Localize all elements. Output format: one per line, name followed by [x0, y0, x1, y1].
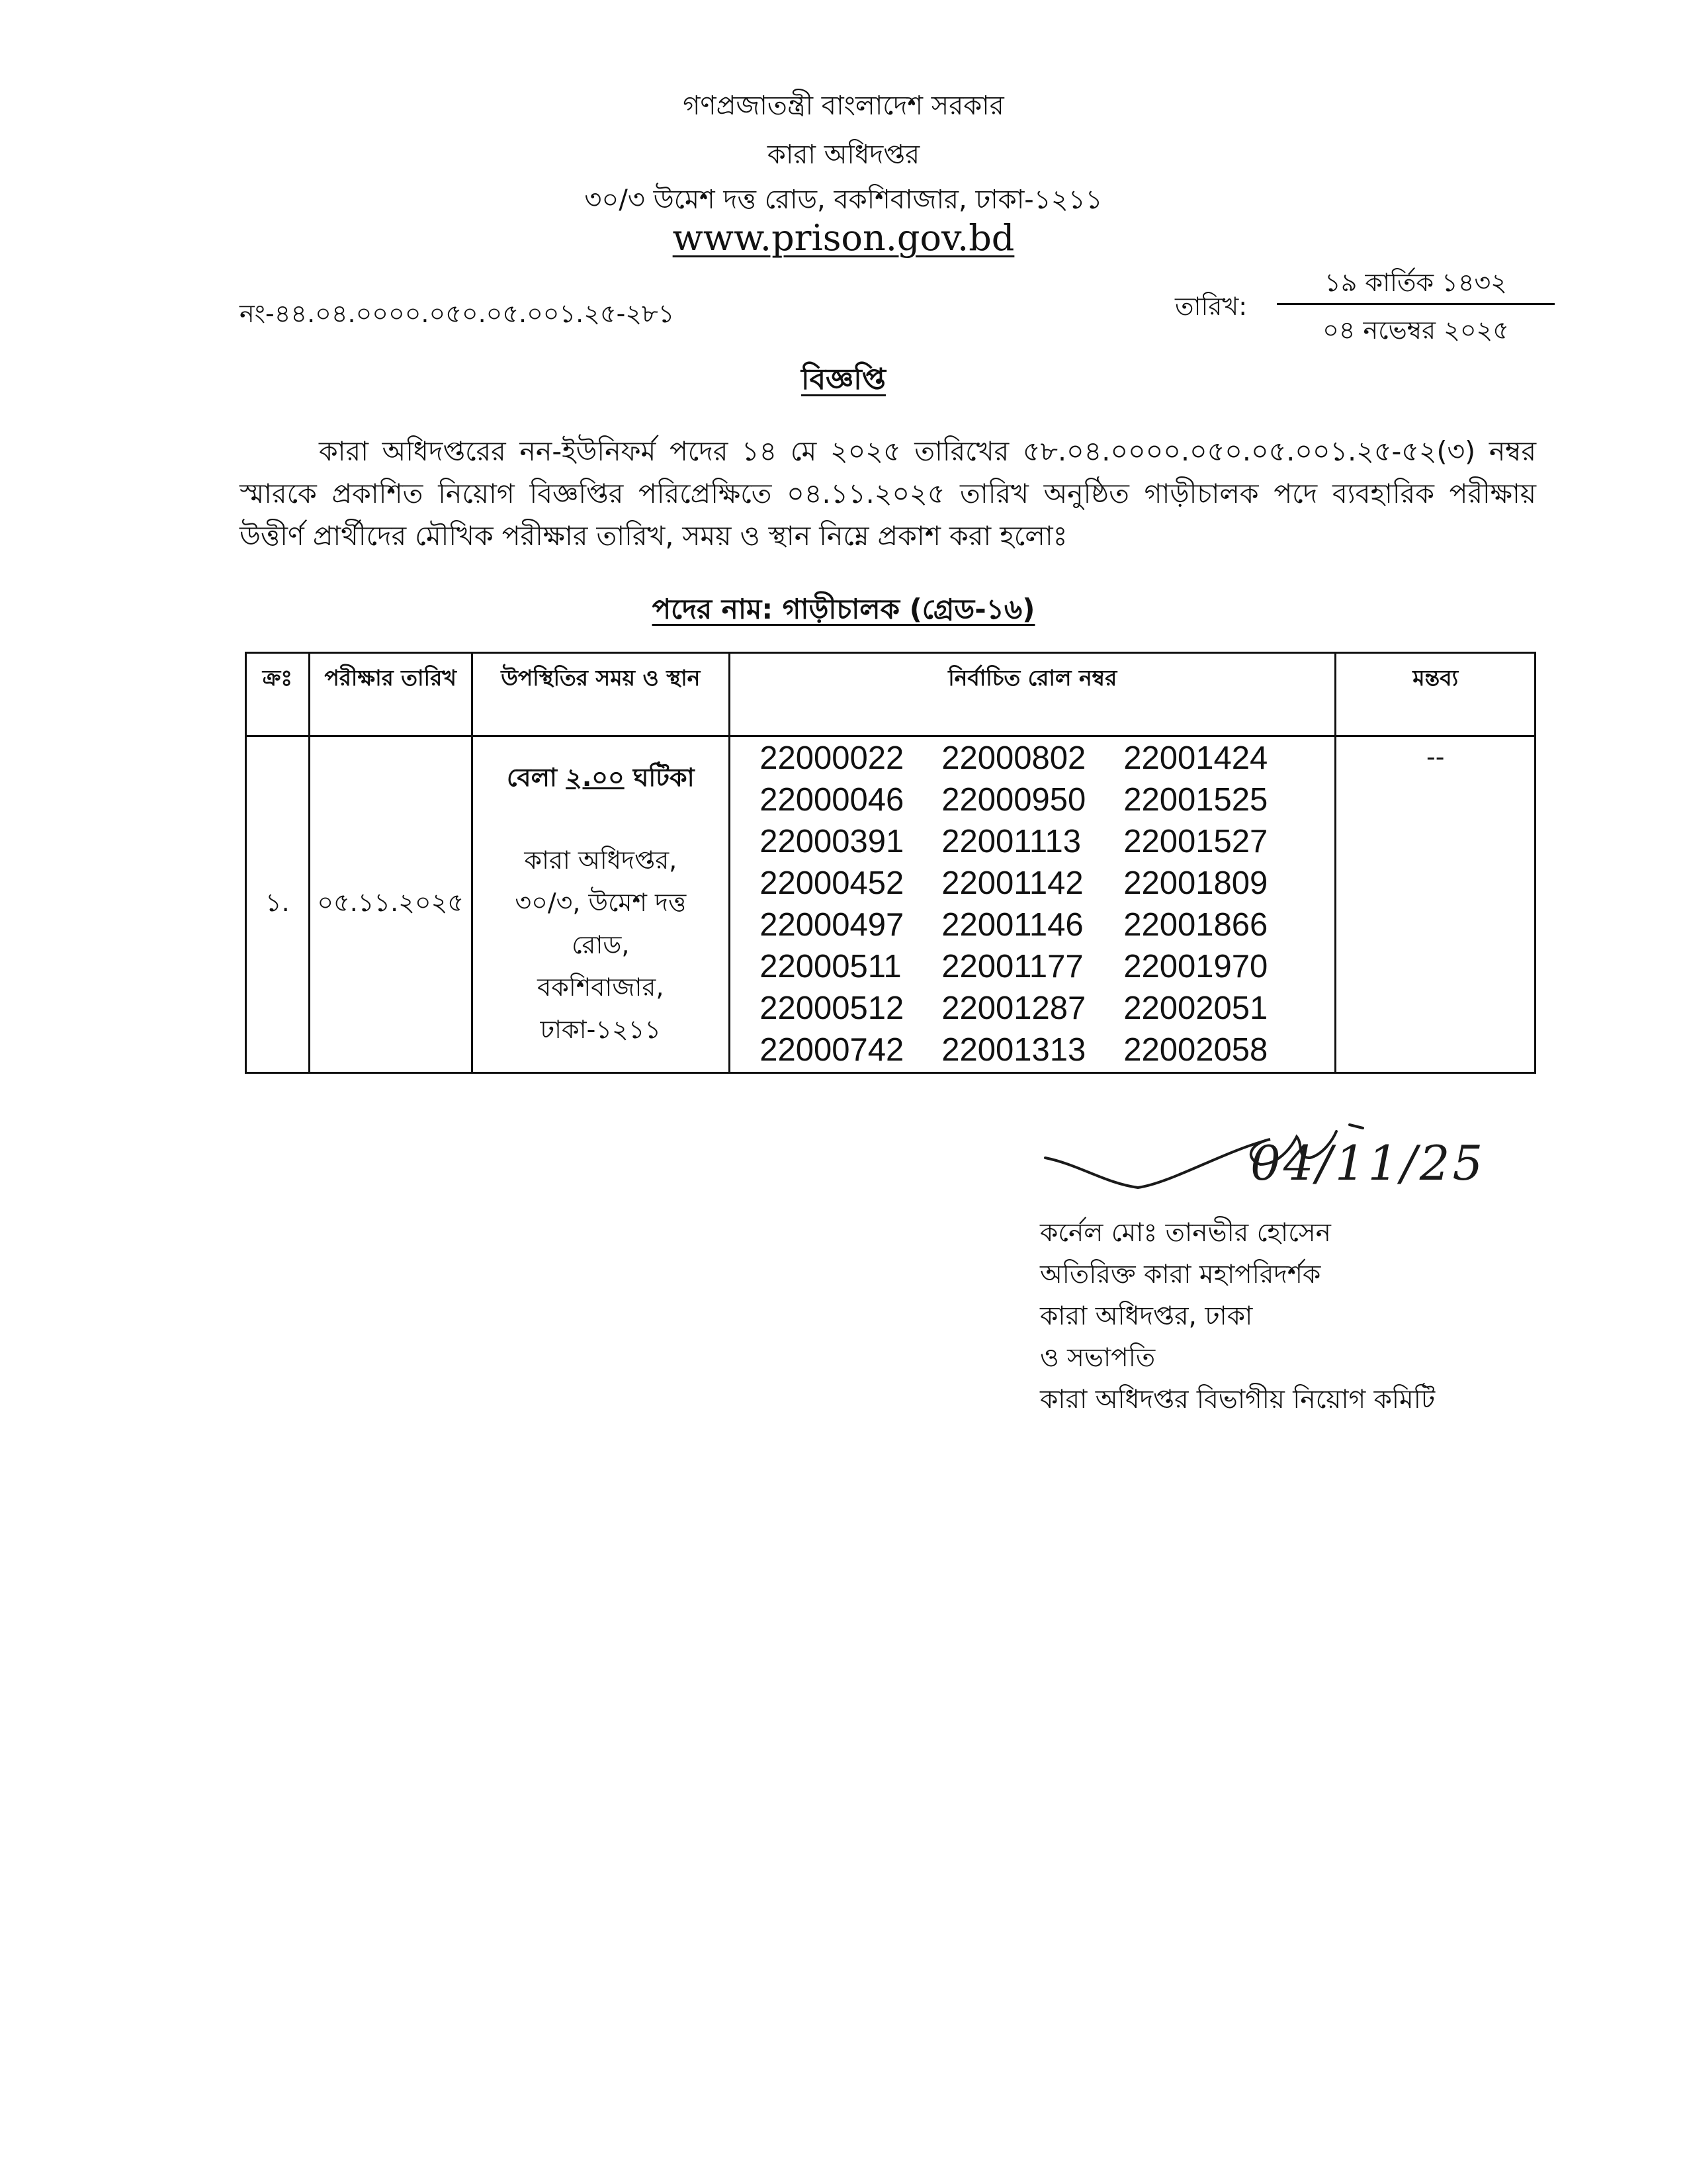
header-remarks: মন্তব্য — [1336, 653, 1536, 736]
signatory-designation: অতিরিক্ত কারা মহাপরিদর্শক — [1040, 1260, 1321, 1289]
government-name: গণপ্রজাতন্ত্রী বাংলাদেশ সরকার — [683, 91, 1004, 121]
roll-number: 22001113 — [941, 824, 1081, 859]
date-english: ০৪ নভেম্বর ২০২৫ — [1322, 316, 1509, 345]
roll-number-grid — [731, 738, 1334, 1071]
roll-number: 22001142 — [941, 865, 1084, 901]
roll-number: 22000046 — [759, 782, 904, 818]
cell-exam-date: ০৫.১১.২০২৫ — [309, 736, 472, 1073]
roll-number: 22000022 — [759, 740, 904, 776]
roll-number: 22001809 — [1123, 865, 1268, 901]
roll-number: 22001146 — [941, 907, 1084, 943]
roll-number: 22001527 — [1123, 824, 1268, 859]
attendance-place: কারা অধিদপ্তর, ৩০/৩, উমেশ দত্ত রোড, বকশিবাজার, ঢাকা-১২১১ — [515, 846, 687, 1044]
post-title: পদের নাম: গাড়ীচালক (গ্রেড-১৬) — [652, 593, 1035, 625]
roll-number: 22001177 — [941, 949, 1084, 984]
signatory-office: কারা অধিদপ্তর, ঢাকা — [1040, 1301, 1253, 1331]
memo-number: নং-৪৪.০৪.০০০০.০৫০.০৫.০০১.২৫-২৮১ — [239, 299, 675, 328]
time-value: ২.০০ — [566, 763, 625, 792]
notice-title: বিজ্ঞপ্তি — [801, 363, 886, 396]
table-row — [246, 736, 1536, 1073]
office-address: ৩০/৩ উমেশ দত্ত রোড, বকশিবাজার, ঢাকা-১২১১ — [584, 185, 1103, 215]
cell-serial: ১. — [246, 736, 310, 1073]
header-serial: ক্রঃ — [246, 653, 310, 736]
signature-date: 04/11/25 — [1250, 1135, 1486, 1191]
signatory-name: কর্নেল মোঃ তানভীর হোসেন — [1040, 1218, 1331, 1248]
date-bangla: ১৯ কার্তিক ১৪৩২ — [1324, 268, 1507, 297]
header-roll-numbers: নির্বাচিত রোল নম্বর — [730, 653, 1336, 736]
header-time-place: উপস্থিতির সময় ও স্থান — [472, 653, 729, 736]
roll-number: 22000742 — [759, 1032, 904, 1068]
date-label: তারিখ: — [1175, 292, 1248, 321]
website-link[interactable]: www.prison.gov.bd — [672, 217, 1015, 259]
roll-number: 22001970 — [1123, 949, 1268, 984]
cell-roll-numbers — [730, 736, 1336, 1073]
date-divider — [1277, 303, 1555, 305]
roll-number: 22000452 — [759, 865, 904, 901]
roll-number: 22001424 — [1123, 740, 1268, 776]
roll-number: 22002051 — [1123, 990, 1268, 1026]
roll-number: 22000511 — [759, 949, 902, 984]
signatory-role: ও সভাপতি — [1040, 1343, 1156, 1373]
time-prefix: বেলা — [507, 763, 566, 792]
roll-number: 22000802 — [941, 740, 1086, 776]
roll-number: 22000512 — [759, 990, 904, 1026]
cell-time-place — [472, 736, 729, 1073]
roll-number: 22000391 — [759, 824, 904, 859]
notice-body: কারা অধিদপ্তরের নন-ইউনিফর্ম পদের ১৪ মে ২০২৫ তারিখের ৫৮.০৪.০০০০.০৫০.০৫.০০১.২৫-৫২(৩) নম্বর স্মারকে প্রকাশিত নিয়োগ বিজ্ঞপ্তির পরিপ্রেক্ষিতে ০৪.১১.২০২৫ তারিখ অনুষ্ঠিত গাড়ীচালক পদে ব্যবহারিক পরীক্ষায় উত্তীর্ণ প্রার্থীদের মৌখিক পরীক্ষার তারিখ, সময় ও স্থান নিম্নে প্রকাশ করা হলোঃ — [239, 435, 1536, 552]
time-suffix: ঘটিকা — [624, 763, 695, 792]
roll-number: 22001287 — [941, 990, 1086, 1026]
signatory-committee: কারা অধিদপ্তর বিভাগীয় নিয়োগ কমিটি — [1040, 1385, 1436, 1415]
roll-number: 22000950 — [941, 782, 1086, 818]
cell-remarks: -- — [1336, 736, 1536, 1073]
roll-number: 22001866 — [1123, 907, 1268, 943]
header-exam-date: পরীক্ষার তারিখ — [309, 653, 472, 736]
office-name: কারা অধিদপ্তর — [767, 140, 920, 170]
roll-number: 22001313 — [941, 1032, 1086, 1068]
attendance-time — [482, 758, 719, 801]
roll-number: 22002058 — [1123, 1032, 1268, 1068]
results-table — [245, 652, 1536, 1074]
roll-number: 22000497 — [759, 907, 904, 943]
roll-number: 22001525 — [1123, 782, 1268, 818]
table-header-row — [246, 653, 1536, 736]
